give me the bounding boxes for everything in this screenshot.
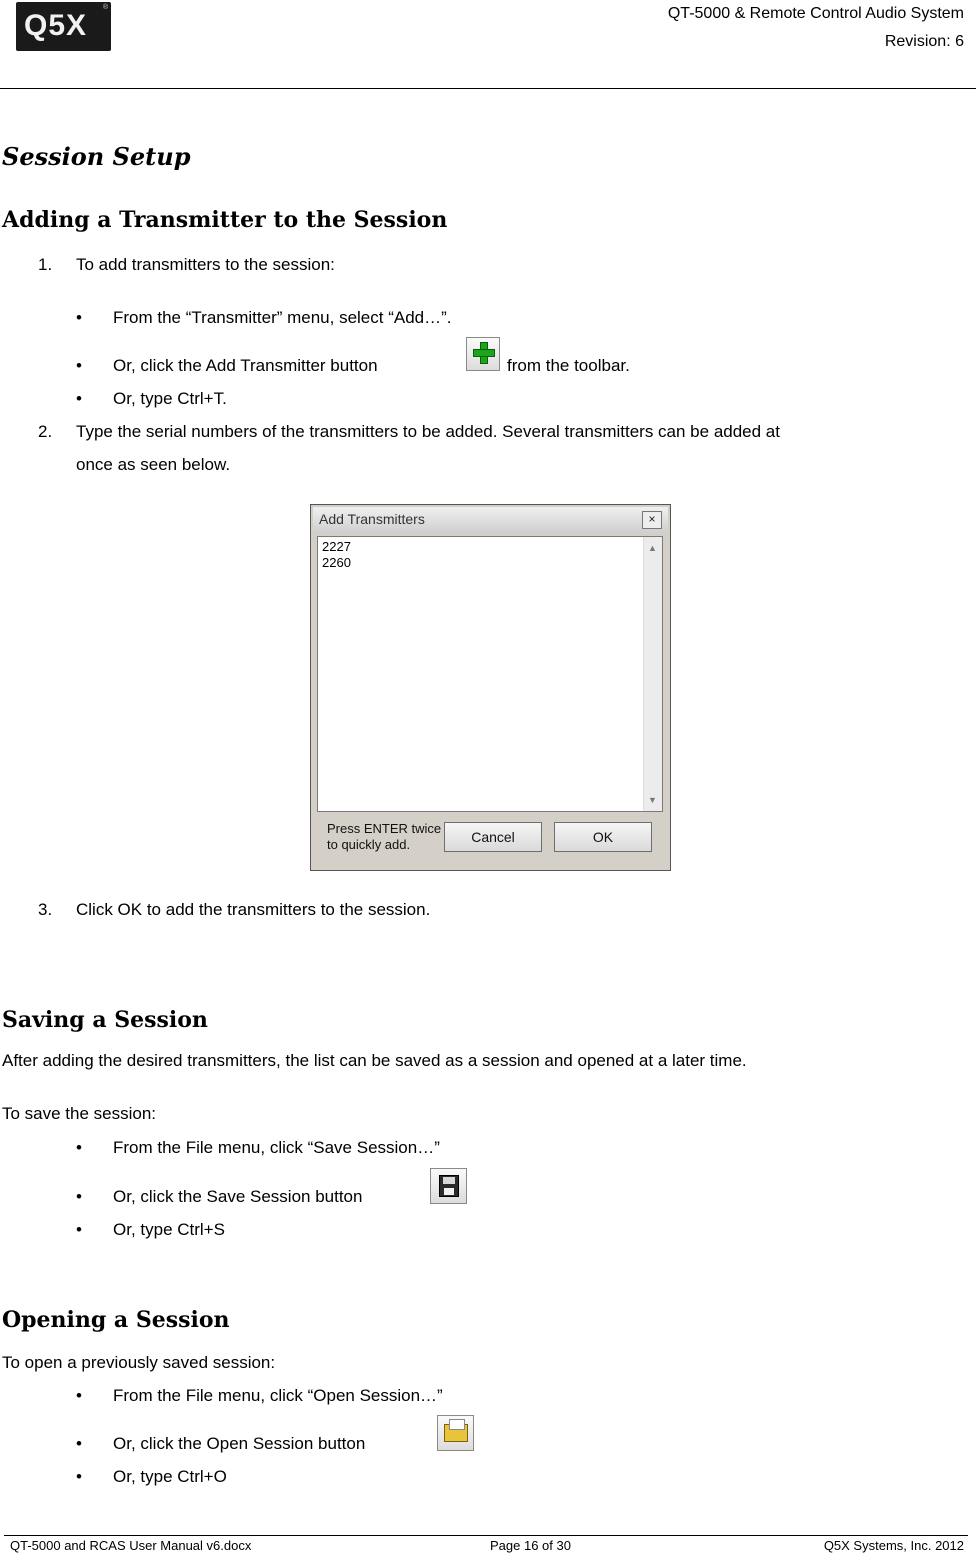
bullet-icon: •: [76, 1138, 82, 1157]
save-bullet-button: Or, click the Save Session button: [113, 1187, 363, 1206]
registered-mark: ®: [102, 4, 108, 11]
logo-text: Q5X: [24, 9, 88, 42]
open-folder-icon: [437, 1415, 474, 1451]
dialog-title-bar: [313, 507, 668, 533]
step-2-text-line1: Type the serial numbers of the transmitters to be added. Several transmitters can be added at: [76, 422, 780, 441]
add-transmitters-dialog: [310, 504, 671, 871]
document-title: QT-5000 & Remote Control Audio System: [667, 5, 964, 22]
ok-button[interactable]: OK: [554, 822, 652, 852]
step-2-text-line2: once as seen below.: [76, 455, 231, 474]
cancel-button[interactable]: Cancel: [444, 822, 542, 852]
opening-lead: To open a previously saved session:: [2, 1353, 276, 1372]
scroll-up-icon[interactable]: ▲: [648, 543, 657, 553]
step-1-text: To add transmitters to the session:: [76, 255, 335, 274]
save-session-icon: [430, 1168, 467, 1204]
step-3-number: 3.: [38, 900, 53, 919]
step-1-number: 1.: [38, 255, 53, 274]
serial-numbers-textarea[interactable]: [317, 536, 663, 812]
serial-entry: 2260: [322, 555, 351, 570]
dialog-hint: [327, 821, 441, 853]
company-logo: [16, 2, 111, 51]
add-bullet-menu: From the “Transmitter” menu, select “Add…”.: [113, 308, 452, 327]
bullet-icon: •: [76, 1386, 82, 1405]
dialog-title: Add Transmitters: [319, 511, 425, 527]
bullet-icon: •: [76, 389, 82, 408]
footer-copyright: Q5X Systems, Inc. 2012: [823, 1538, 964, 1553]
bullet-icon: •: [76, 1434, 82, 1453]
open-bullet-button: Or, click the Open Session button: [113, 1434, 366, 1453]
scroll-down-icon[interactable]: ▼: [648, 795, 657, 805]
scrollbar[interactable]: [643, 537, 662, 811]
bullet-icon: •: [76, 1467, 82, 1486]
add-bullet-button: Or, click the Add Transmitter button: [113, 356, 378, 375]
step-3-text: Click OK to add the transmitters to the session.: [76, 900, 431, 919]
bullet-icon: •: [76, 1187, 82, 1206]
open-bullet-menu: From the File menu, click “Open Session…”: [113, 1386, 443, 1405]
header-rule: [0, 88, 976, 89]
footer-rule: [4, 1535, 968, 1536]
document-revision: Revision: 6: [884, 33, 964, 50]
save-bullet-shortcut: Or, type Ctrl+S: [113, 1220, 225, 1239]
add-bullet-shortcut: Or, type Ctrl+T.: [113, 389, 227, 408]
bullet-icon: •: [76, 308, 82, 327]
close-icon[interactable]: ×: [642, 511, 662, 529]
footer-page-number: Page 16 of 30: [490, 1538, 571, 1553]
heading-saving-session: Saving a Session: [2, 1007, 208, 1033]
saving-intro: After adding the desired transmitters, the list can be saved as a session and opened at a later time.: [2, 1051, 747, 1070]
serial-entry: 2227: [322, 539, 351, 554]
bullet-icon: •: [76, 1220, 82, 1239]
step-2-number: 2.: [38, 422, 53, 441]
open-bullet-shortcut: Or, type Ctrl+O: [113, 1467, 227, 1486]
footer-filename: QT-5000 and RCAS User Manual v6.docx: [10, 1538, 252, 1553]
saving-lead: To save the session:: [2, 1104, 157, 1123]
save-bullet-menu: From the File menu, click “Save Session…”: [113, 1138, 440, 1157]
add-transmitter-icon: [466, 337, 500, 371]
section-title: Session Setup: [2, 142, 191, 171]
dialog-hint-line1: Press ENTER twice: [327, 821, 442, 836]
add-bullet-button-suffix: from the toolbar.: [507, 356, 630, 375]
heading-adding-transmitter: Adding a Transmitter to the Session: [2, 207, 448, 233]
bullet-icon: •: [76, 356, 82, 375]
heading-opening-session: Opening a Session: [2, 1307, 230, 1333]
dialog-hint-line2: to quickly add.: [327, 837, 411, 852]
